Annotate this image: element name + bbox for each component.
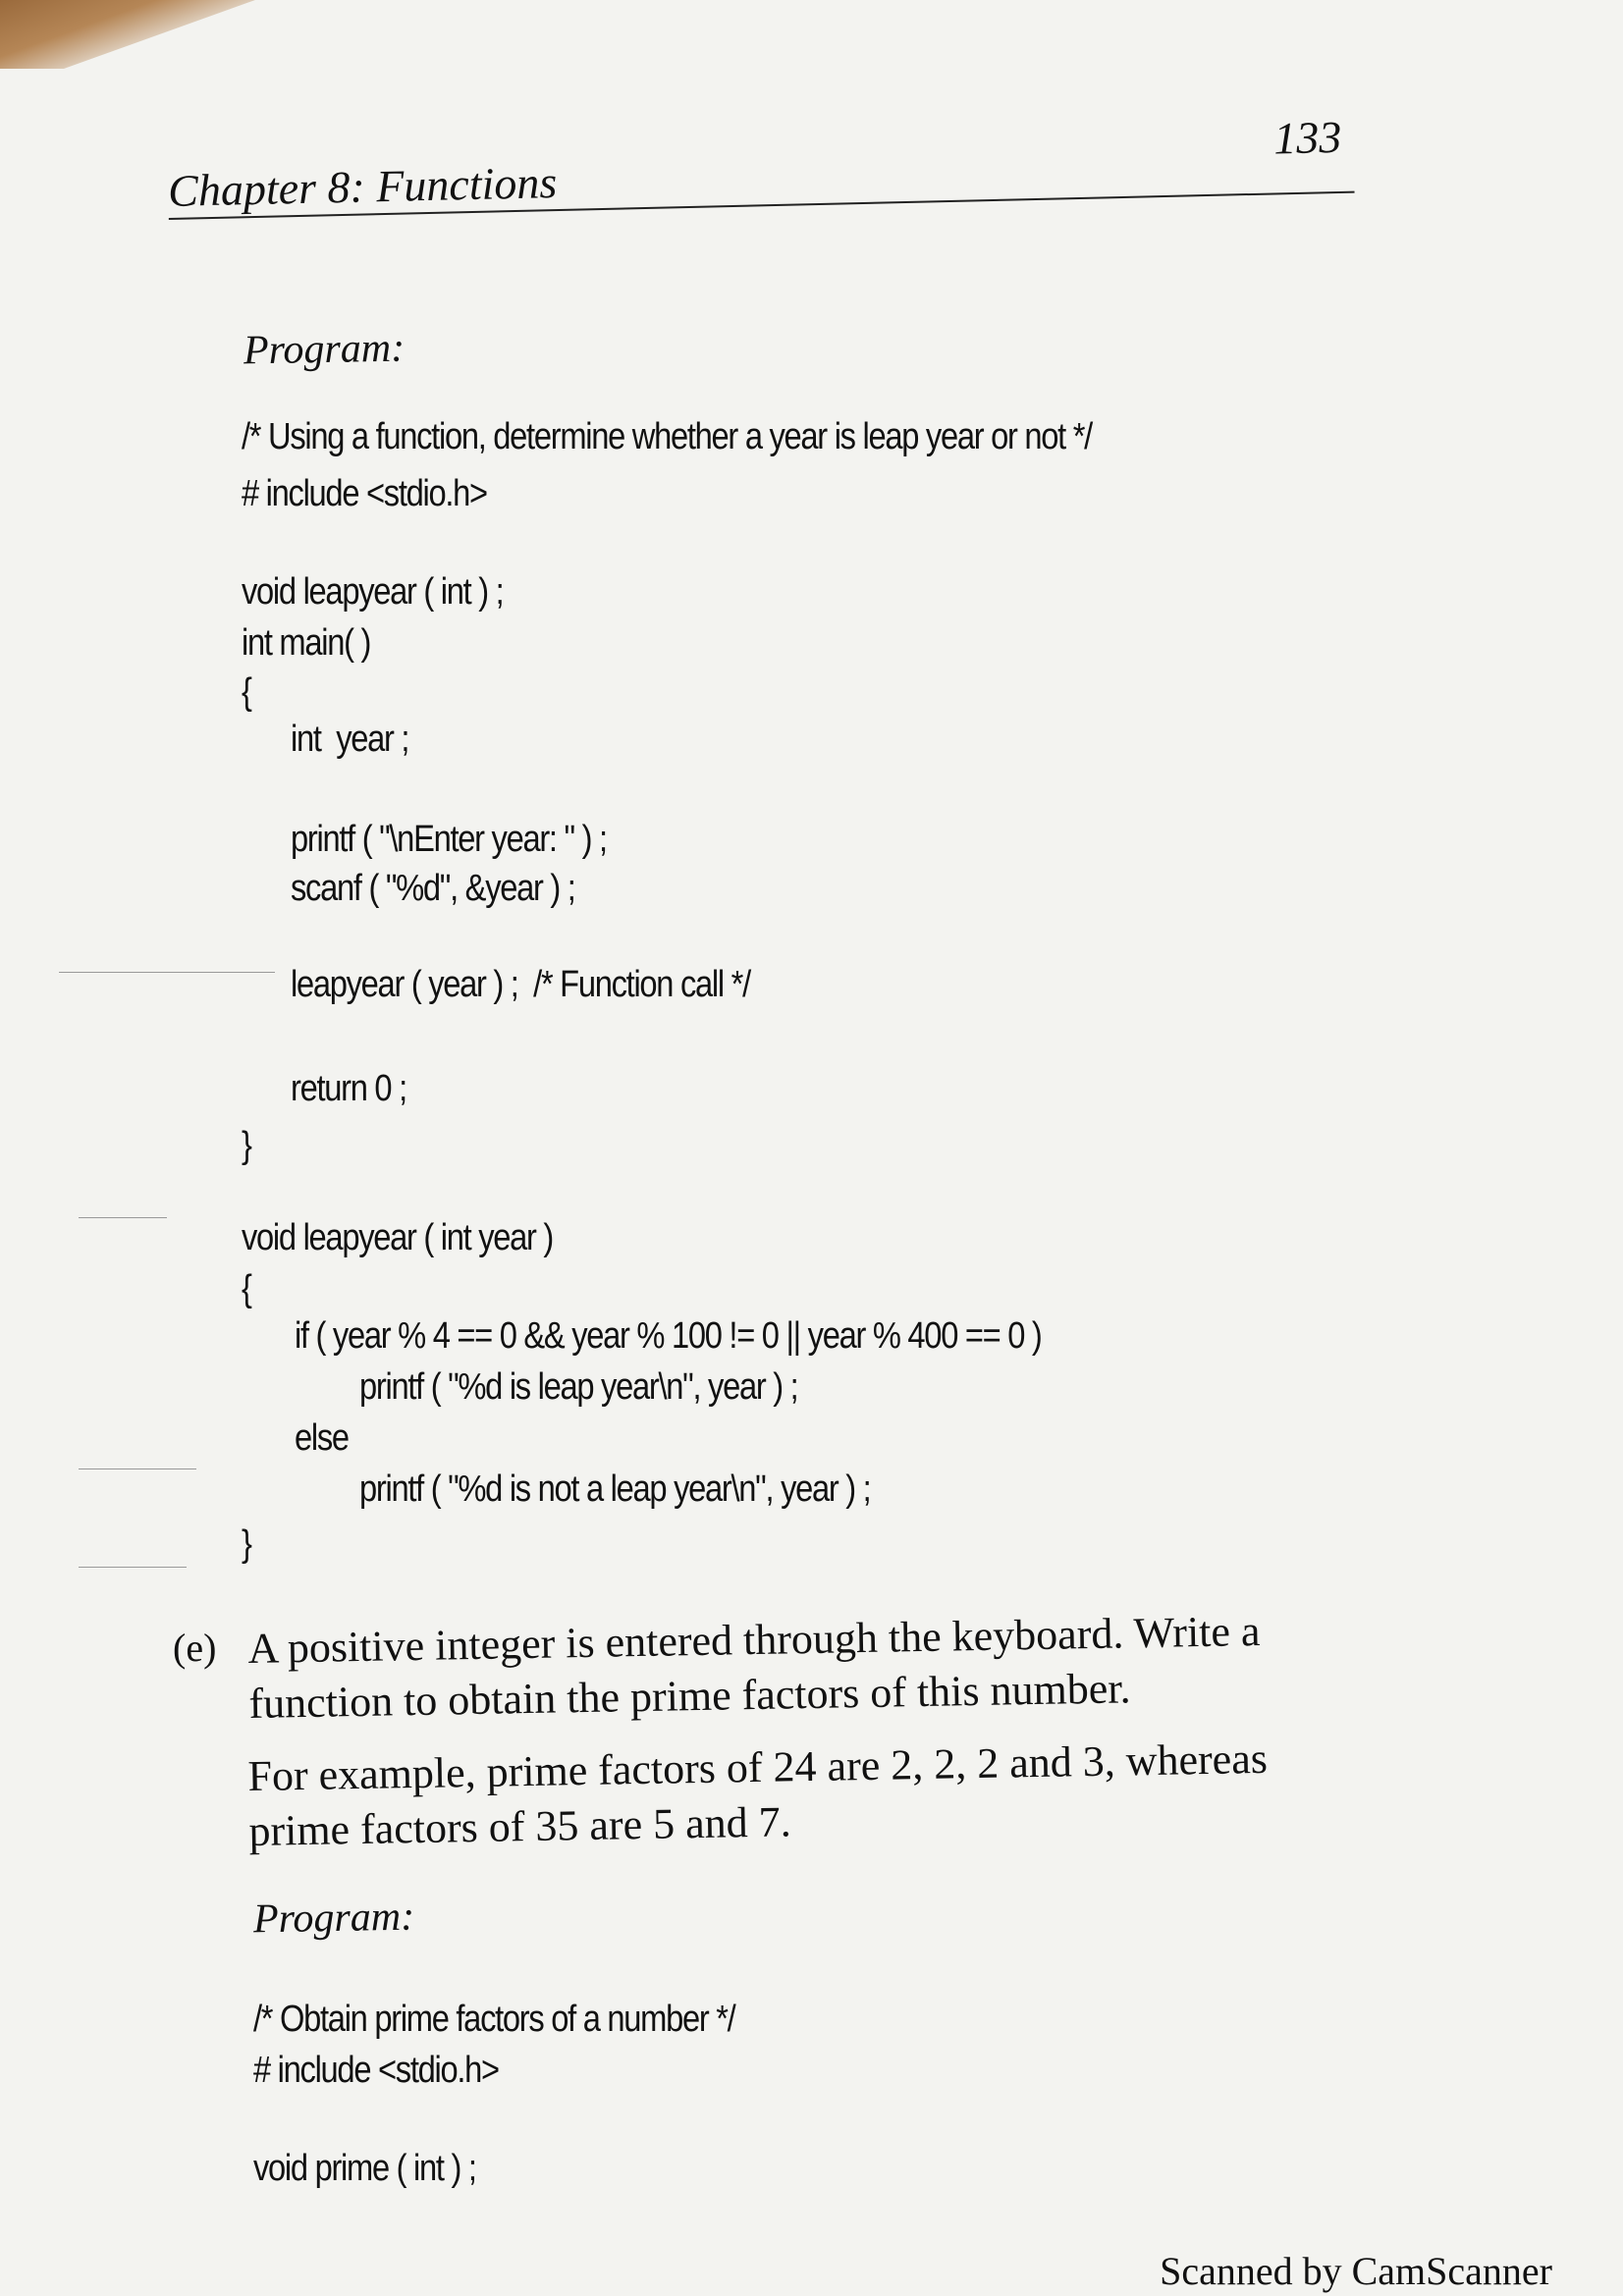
question-paragraph: A positive integer is entered through the keyboard. Write a function to obtain the prime factors of this number. <box>247 1607 1261 1728</box>
code-line: { <box>242 1268 251 1309</box>
page-number: 133 <box>1272 111 1342 164</box>
code-line: # include <stdio.h> <box>253 2050 499 2091</box>
code-line: scanf ( "%d", &year ) ; <box>291 868 575 909</box>
code-line: } <box>242 1523 251 1565</box>
question-letter: (e) <box>173 1626 217 1670</box>
scan-artifact-line <box>79 1217 167 1218</box>
program-label: Program: <box>252 1894 415 1943</box>
code-line: # include <stdio.h> <box>242 473 487 514</box>
code-line: } <box>242 1125 251 1166</box>
code-line: return 0 ; <box>291 1068 406 1109</box>
code-line: void prime ( int ) ; <box>253 2148 476 2189</box>
program-label: Program: <box>243 325 406 374</box>
scanner-watermark: Scanned by CamScanner <box>1160 2249 1552 2293</box>
scan-artifact-line <box>79 1567 187 1568</box>
code-line: int main( ) <box>242 622 371 664</box>
code-line: printf ( "%d is leap year\n", year ) ; <box>359 1366 798 1408</box>
code-line: int year ; <box>291 719 409 760</box>
code-line: leapyear ( year ) ; /* Function call */ <box>291 964 750 1005</box>
scan-corner-shadow <box>0 0 255 69</box>
code-line: if ( year % 4 == 0 && year % 100 != 0 || year % 400 == 0 ) <box>295 1315 1042 1357</box>
code-line: printf ( "\nEnter year: " ) ; <box>291 819 607 860</box>
code-line: /* Using a function, determine whether a year is leap year or not */ <box>242 416 1092 457</box>
scan-artifact-line <box>59 972 275 973</box>
code-line: void leapyear ( int ) ; <box>242 571 504 613</box>
code-line: void leapyear ( int year ) <box>242 1217 554 1258</box>
question-example: For example, prime factors of 24 are 2, 2, 2 and 3, whereas prime factors of 35 are 5 and 7. <box>247 1734 1269 1855</box>
scan-artifact-line <box>79 1468 196 1469</box>
chapter-title: Chapter 8: Functions <box>167 157 558 217</box>
code-line: /* Obtain prime factors of a number */ <box>253 1999 735 2040</box>
page-header <box>167 111 1355 226</box>
code-line: else <box>295 1417 349 1459</box>
code-line: printf ( "%d is not a leap year\n", year ) ; <box>359 1468 871 1510</box>
code-line: { <box>242 671 251 713</box>
